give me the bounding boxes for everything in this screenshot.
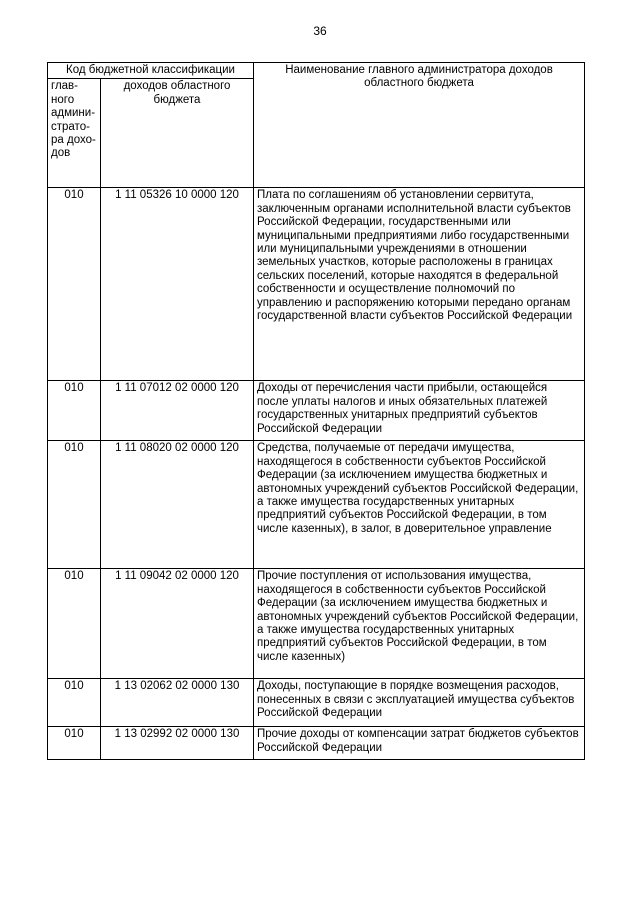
income-code-cell: 1 13 02992 02 0000 130 xyxy=(101,727,254,760)
table-row xyxy=(48,569,585,679)
administrator-code-cell: 010 xyxy=(48,679,101,727)
income-name-cell: Средства, получаемые от передачи имущества, находящегося в собственности субъектов Российской Федерации (за исключением имущества бюджетных и автономных учреждений субъектов Российской Федерации, а также имущества государственных унитарных предприятий субъектов Российской Федерации, в том числе казенных), в залог, в доверительное управление xyxy=(254,441,585,569)
income-name-cell: Доходы от перечисления части прибыли, остающейся после уплаты налогов и иных обязательных платежей государственных унитарных предприятий субъектов Российской Федерации xyxy=(254,381,585,441)
income-code-cell: 1 11 09042 02 0000 120 xyxy=(101,569,254,679)
administrator-name-header: Наименование главного администратора доходов областного бюджета xyxy=(254,63,585,188)
budget-classification-code-header: Код бюджетной классификации xyxy=(48,63,254,79)
income-name-cell: Доходы, поступающие в порядке возмещения расходов, понесенных в связи с эксплуатацией имущества субъектов Российской Федерации xyxy=(254,679,585,727)
income-code-cell: 1 13 02062 02 0000 130 xyxy=(101,679,254,727)
administrator-code-cell: 010 xyxy=(48,727,101,760)
income-code-cell: 1 11 05326 10 0000 120 xyxy=(101,188,254,381)
regional-budget-income-header: доходов областного бюджета xyxy=(101,79,254,188)
budget-classification-table xyxy=(47,62,585,760)
income-code-cell: 1 11 07012 02 0000 120 xyxy=(101,381,254,441)
table-row xyxy=(48,188,585,381)
administrator-code-cell: 010 xyxy=(48,381,101,441)
table-row xyxy=(48,441,585,569)
income-code-cell: 1 11 08020 02 0000 120 xyxy=(101,441,254,569)
income-name-cell: Плата по соглашениям об установлении сервитута, заключенным органами исполнительной власти субъектов Российской Федерации, государственными или муниципальными предприятиями либо государственными или муниципальными учреждениями в отношении земельных участков, которые расположены в границах сельских поселений, которые находятся в федеральной собственности и осуществление полномочий по управлению и распоряжению которыми передано органам государственной власти субъектов Российской Федерации xyxy=(254,188,585,381)
chief-administrator-header: глав-ного админи-страто-ра дохо-дов xyxy=(48,79,101,188)
table-row xyxy=(48,727,585,760)
table-row xyxy=(48,679,585,727)
administrator-code-cell: 010 xyxy=(48,441,101,569)
income-name-cell: Прочие доходы от компенсации затрат бюджетов субъектов Российской Федерации xyxy=(254,727,585,760)
income-name-cell: Прочие поступления от использования имущества, находящегося в собственности субъектов Российской Федерации (за исключением имущества бюджетных и автономных учреждений субъектов Российской Федерации, а также имущества государственных унитарных предприятий субъектов Российской Федерации, в том числе казенных) xyxy=(254,569,585,679)
page-number: 36 xyxy=(313,24,327,38)
administrator-code-cell: 010 xyxy=(48,569,101,679)
administrator-code-cell: 010 xyxy=(48,188,101,381)
table-row xyxy=(48,381,585,441)
